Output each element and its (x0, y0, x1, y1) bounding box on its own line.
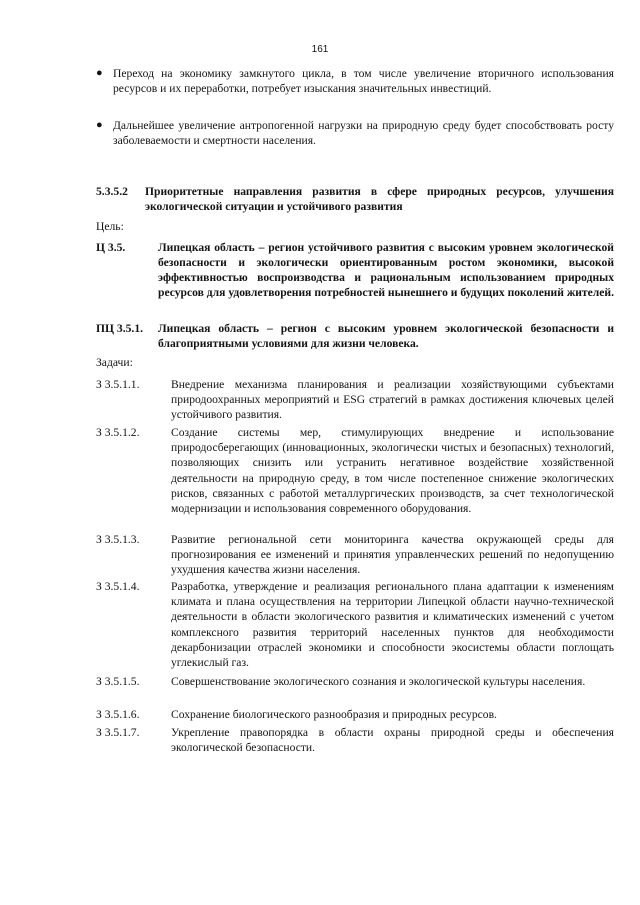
task-text: Создание системы мер, стимулирующих внедрение и использование природосберегающих (инновационных, экологически чистых и безопасных) технологий, позволяющих снизить или устранить негативное воздействие хозяйственной деятельности на природную среду, в том числе постепенное снижение экологических рисков, связанных с работой металлургических производств, за счет технологической модернизации и использования современного оборудования. (171, 426, 614, 516)
task-text: Разработка, утверждение и реализация регионального плана адаптации к изменениям климата и плана осуществления на территории Липецкой области научно-технической деятельности в области экологического развития и климатических изменений с учетом комплексного развития территорий населенных пунктов для необходимости декарбонизации отраслей экономики и способности экосистемы области поглощать углекислый газ. (171, 580, 614, 670)
task-code: З 3.5.1.4. (96, 580, 140, 593)
task-code: З 3.5.1.2. (96, 426, 140, 439)
task-code: З 3.5.1.3. (96, 533, 140, 546)
section-title: Приоритетные направления развития в сфере природных ресурсов, улучшения экологической ситуации и устойчивого развития (145, 185, 614, 213)
subgoal-text: Липецкая область – регион с высоким уровнем экологической безопасности и благоприятными условиями для жизни человека. (158, 322, 614, 350)
page-number: 161 (311, 44, 329, 55)
bullet-dot-icon: ● (96, 67, 103, 79)
task-text: Сохранение биологического разнообразия и природных ресурсов. (171, 708, 497, 721)
task-code: З 3.5.1.5. (96, 675, 140, 688)
bullet-item (96, 118, 614, 148)
tasks-label: Задачи: (96, 356, 133, 369)
task-code: З 3.5.1.1. (96, 378, 140, 391)
subgoal-code: ПЦ 3.5.1. (96, 322, 144, 335)
task-code: З 3.5.1.7. (96, 726, 140, 739)
bullet-text: Переход на экономику замкнутого цикла, в том числе увеличение вторичного использования ресурсов и их переработки, потребует изыскания значительных инвестиций. (113, 67, 614, 95)
section-number: 5.3.5.2 (96, 185, 128, 198)
goal-label: Цель: (96, 220, 124, 233)
goal-code: Ц 3.5. (96, 241, 126, 254)
task-text: Внедрение механизма планирования и реализации хозяйствующими субъектами природоохранных мероприятий и ESG стратегий в рамках достижения ключевых целей устойчивого развития. (171, 378, 614, 422)
task-text: Укрепление правопорядка в области охраны природной среды и обеспечения экологической безопасности. (171, 726, 614, 755)
bullet-text: Дальнейшее увеличение антропогенной нагрузки на природную среду будет способствовать росту заболеваемости и смертности населения. (113, 119, 614, 147)
task-text: Развитие региональной сети мониторинга качества окружающей среды для прогнозирования ее изменений и принятия управленческих решений по недопущению ухудшения качества жизни населения. (171, 533, 614, 577)
bullet-item (96, 66, 614, 96)
bullet-dot-icon: ● (96, 119, 103, 131)
goal-text: Липецкая область – регион устойчивого развития с высоким уровнем экологической безопасности и экологически ориентированным ростом экономики, высокой эффективностью воспроизводства и рациональным использованием природных ресурсов для удовлетворения потребностей нынешнего и будущих поколений жителей. (158, 241, 614, 299)
task-text: Совершенствование экологического сознания и экологической культуры населения. (171, 675, 586, 688)
task-code: З 3.5.1.6. (96, 708, 140, 721)
